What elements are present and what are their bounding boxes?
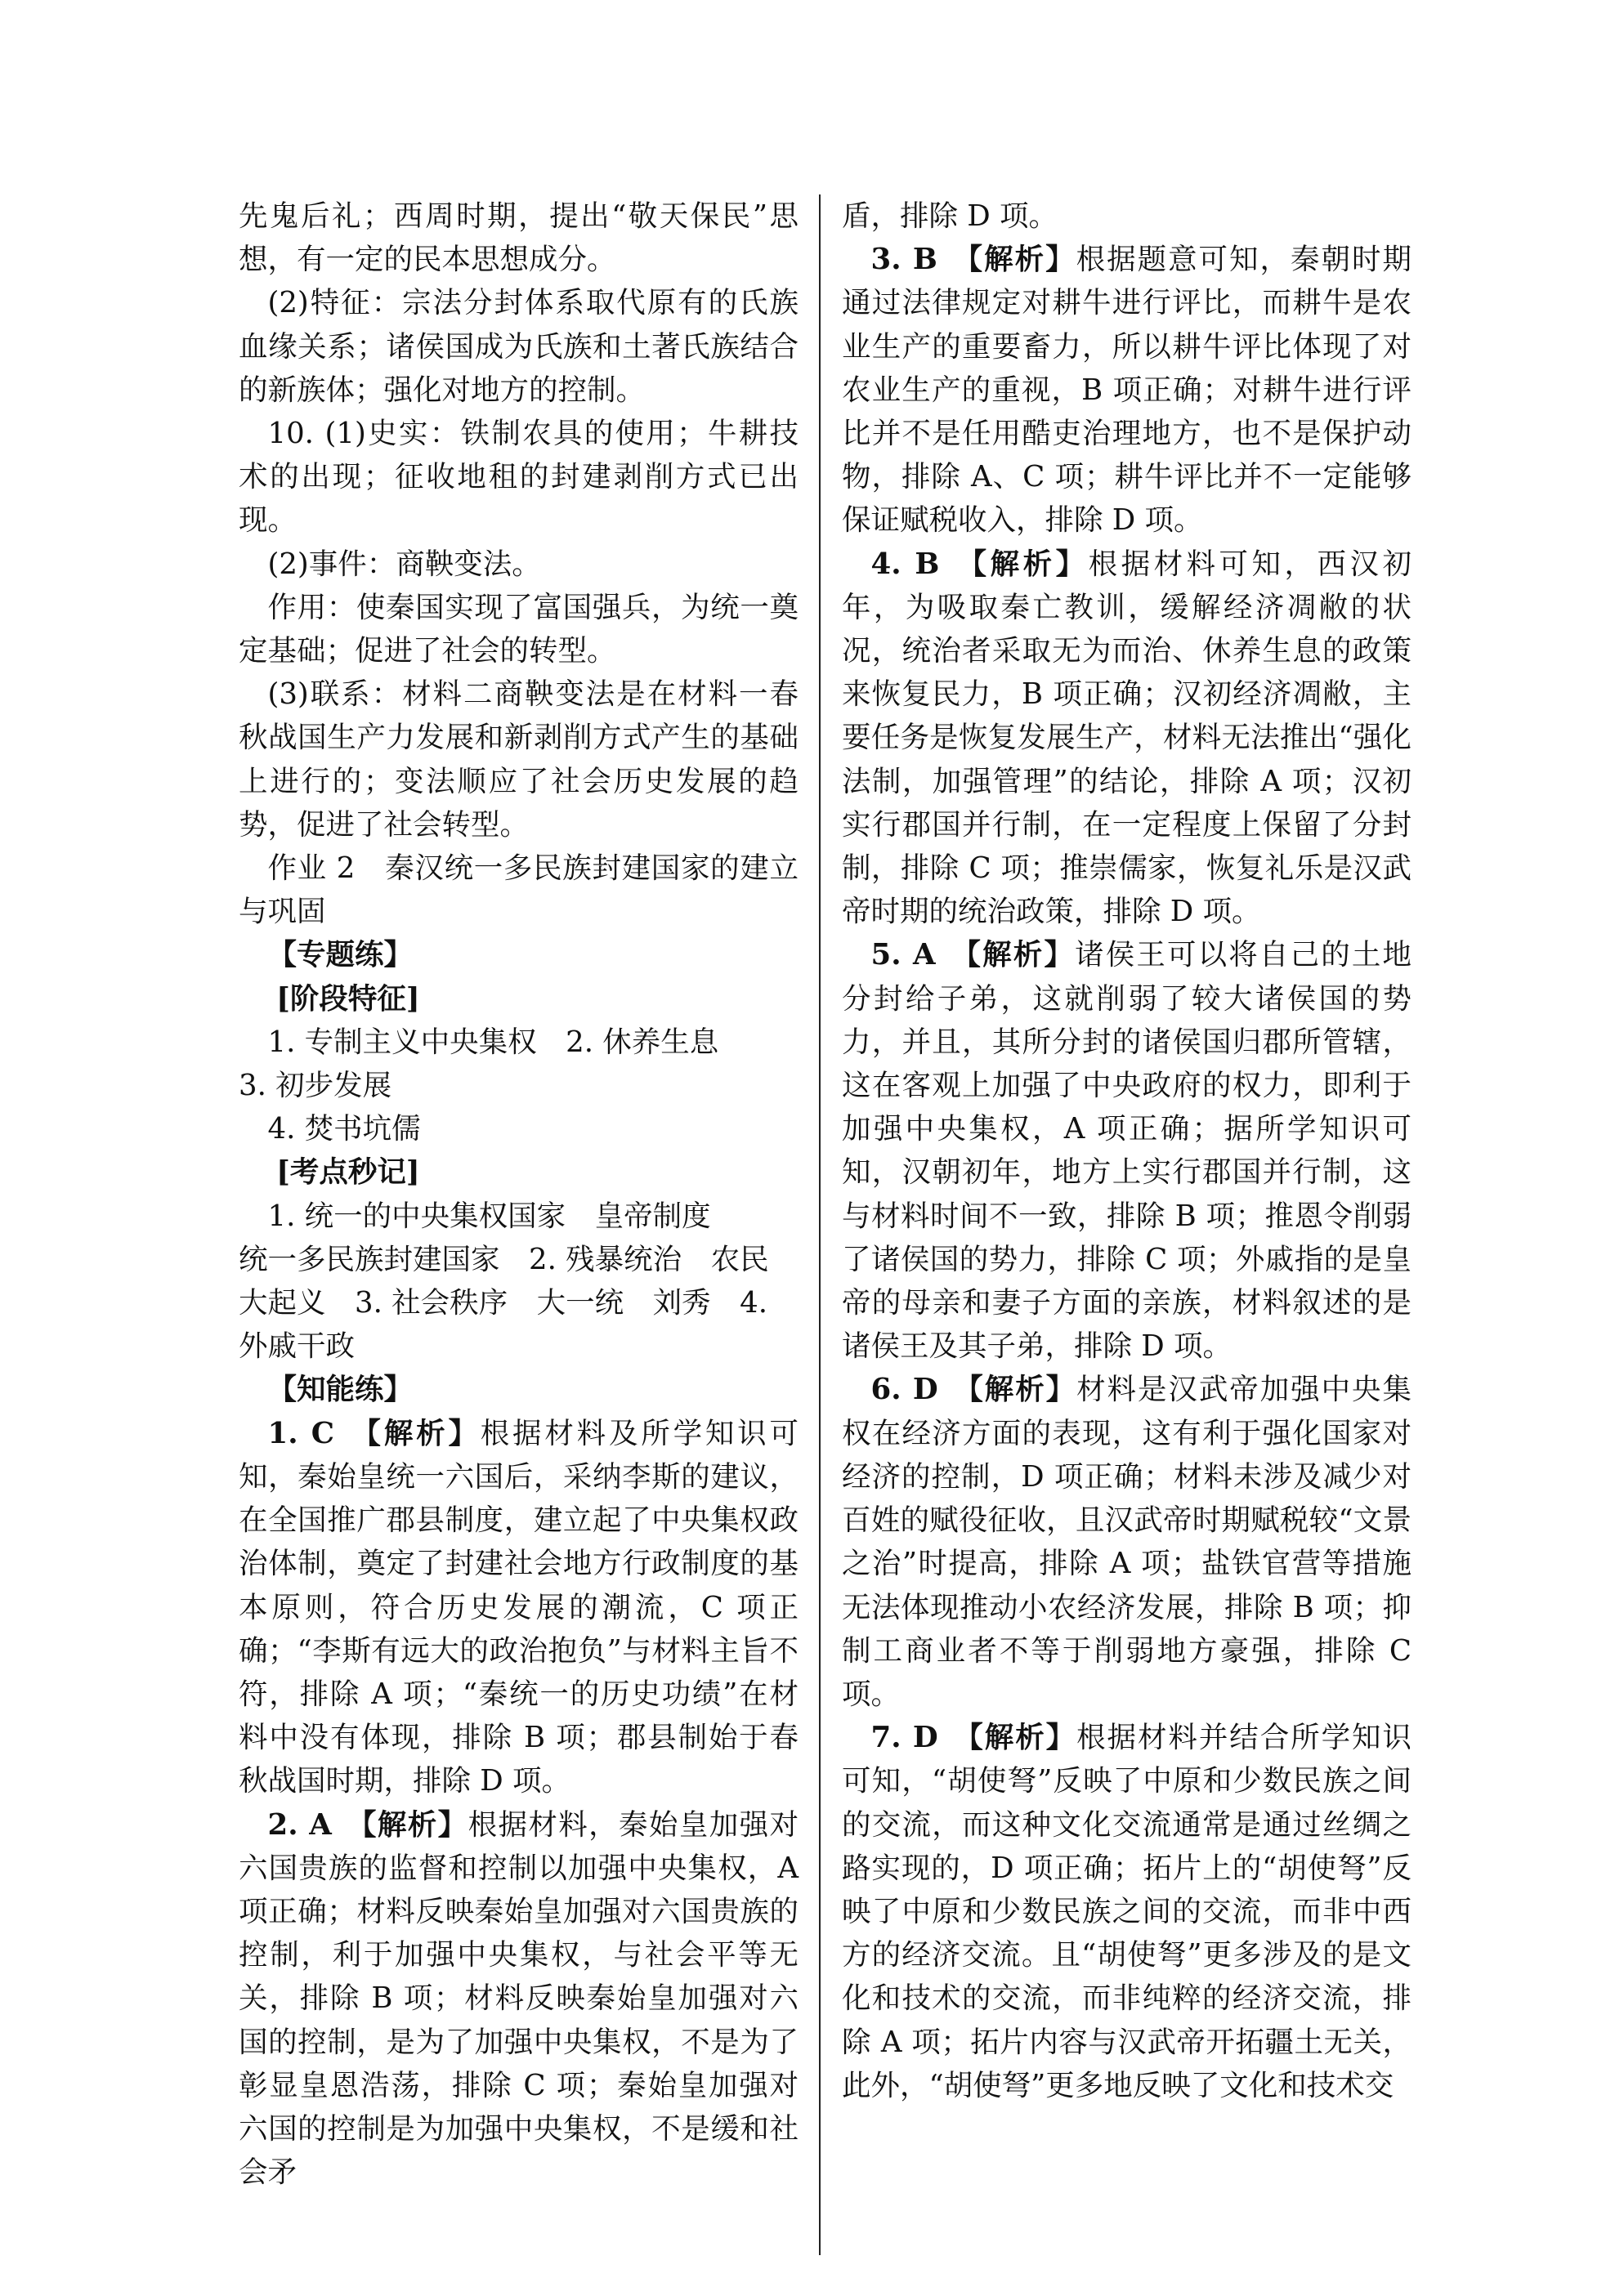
analysis-tag: 【解析】 — [954, 547, 1089, 581]
analysis-tag: 【解析】 — [950, 938, 1076, 972]
subsection-heading: [考点秒记] — [276, 1155, 420, 1190]
question-answer — [842, 933, 1411, 1368]
analysis-text: 材料是汉武帝加强中央集权在经济方面的表现，这有利于强化国家对经济的控制，D 项正确；材料未涉及减少对百姓的赋役征收，且汉武帝时期赋税较“文景之治”时提高，排除 A 项；盐铁官营等措施无法体现推动小农经济发展，排除 B 项；抑制工商业者不等于削弱地方豪强，排除 C 项。 — [842, 1373, 1411, 1711]
answer-line: 统一多民族封建国家 2. 残暴统治 农民 — [239, 1242, 769, 1276]
analysis-text: 根据材料并结合所学知识可知，“胡使弩”反映了中原和少数民族之间的交流，而这种文化交流通常是通过丝绸之路实现的，D 项正确；拓片上的“胡使弩”反映了中原和少数民族之间的交流，而非中西方的经济交流。且“胡使弩”更多涉及的是文化和技术的交流，而非纯粹的经济交流，排除 A 项；拓片内容与汉武帝开拓疆土无关，此外，“胡使弩”更多地反映了文化和技术交 — [842, 1721, 1411, 2102]
analysis-text: 根据材料，秦始皇加强对六国贵族的监督和控制以加强中央集权，A 项正确；材料反映秦始皇加强对六国贵族的控制，利于加强中央集权，与社会平等无关，排除 B 项；材料反映秦始皇加强对六国的控制，是为了加强中央集权，不是为了彰显皇恩浩荡，排除 C 项；秦始皇加强对六国的控制是为加强中央集权，不是缓和社会矛 — [239, 1807, 799, 2190]
analysis-text: 根据材料及所学知识可知，秦始皇统一六国后，采纳李斯的建议，在全国推广郡县制度，建立起了中央集权政治体制，奠定了封建社会地方行政制度的基本原则，符合历史发展的潮流，C 项正确；“李斯有远大的政治抱负”与材料主旨不符，排除 A 项；“秦统一的历史功绩”在材料中没有体现，排除 B 项；郡县制始于春秋战国时期，排除 D 项。 — [239, 1416, 799, 1798]
answer-key: 2. A — [267, 1807, 332, 1842]
question-answer — [842, 1716, 1411, 2107]
paragraph: (2)特征：宗法分封体系取代原有的氏族血缘关系；诸侯国成为氏族和土著氏族结合的新族体；强化对地方的控制。 — [239, 286, 799, 407]
paragraph: 先鬼后礼；西周时期，提出“敬天保民”思想，有一定的民本思想成分。 — [239, 199, 799, 277]
answer-key: 4. B — [870, 547, 940, 581]
paragraph: 盾，排除 D 项。 — [842, 199, 1058, 233]
analysis-tag: 【解析】 — [951, 243, 1076, 277]
analysis-text: 根据材料可知，西汉初年，为吸取秦亡教训，缓解经济凋敝的状况，统治者采取无为而治、休养生息的政策来恢复民力，B 项正确；汉初经济凋敝，主要任务是恢复发展生产，材料无法推出“强化法制，加强管理”的结论，排除 A 项；汉初实行郡国并行制，在一定程度上保留了分封制，排除 C 项；推崇儒家，恢复礼乐是汉武帝时期的统治政策，排除 D 项。 — [842, 547, 1411, 929]
question-answer — [239, 1803, 799, 2195]
answer-key: 1. C — [267, 1416, 334, 1450]
answer-line: 1. 专制主义中央集权 2. 休养生息 — [267, 1025, 719, 1059]
answer-key: 3. B — [870, 243, 937, 277]
left-column — [239, 194, 799, 2194]
answer-line: 3. 初步发展 — [239, 1069, 392, 1103]
subsection-heading: [阶段特征] — [276, 981, 420, 1016]
analysis-text: 诸侯王可以将自己的土地分封给子弟，这就削弱了较大诸侯国的势力，并且，其所分封的诸侯国归郡所管辖，这在客观上加强了中央政府的权力，即利于加强中央集权，A 项正确；据所学知识可知，汉朝初年，地方上实行郡国并行制，这与材料时间不一致，排除 B 项；推恩令削弱了诸侯国的势力，排除 C 项；外戚指的是皇帝的母亲和妻子方面的亲族，材料叙述的是诸侯王及其子弟，排除 D 项。 — [842, 938, 1411, 1364]
answer-key: 7. D — [870, 1721, 938, 1755]
analysis-tag: 【解析】 — [346, 1807, 468, 1842]
section-heading: 【知能练】 — [267, 1373, 414, 1407]
question-answer — [239, 1412, 799, 1803]
column-divider — [819, 194, 821, 2255]
paragraph: 10. (1)史实：铁制农具的使用；牛耕技术的出现；征收地租的封建剥削方式已出现。 — [239, 417, 799, 538]
question-answer — [842, 238, 1411, 542]
analysis-tag: 【解析】 — [348, 1416, 481, 1450]
question-answer — [842, 543, 1411, 934]
question-answer — [842, 1368, 1411, 1716]
analysis-tag: 【解析】 — [952, 1721, 1077, 1755]
answer-key: 6. D — [870, 1373, 938, 1407]
section-heading: 【专题练】 — [267, 938, 414, 972]
paragraph: 作用：使秦国实现了富国强兵，为统一奠定基础；促进了社会的转型。 — [239, 590, 799, 668]
analysis-text: 根据题意可知，秦朝时期通过法律规定对耕牛进行评比，而耕牛是农业生产的重要畜力，所以耕牛评比体现了对农业生产的重视，B 项正确；对耕牛进行评比并不是任用酷吏治理地方，也不是保护动物，排除 A、C 项；耕牛评比并不一定能够保证赋税收入，排除 D 项。 — [842, 243, 1411, 538]
answer-key: 5. A — [870, 938, 936, 972]
answer-line: 4. 焚书坑儒 — [267, 1112, 421, 1146]
paragraph: (2)事件：商鞅变法。 — [267, 547, 541, 581]
paragraph: (3)联系：材料二商鞅变法是在材料一春秋战国生产力发展和新剥削方式产生的基础上进行的；变法顺应了社会历史发展的趋势，促进了社会转型。 — [239, 677, 799, 842]
answer-line: 大起义 3. 社会秩序 大一统 刘秀 4. — [239, 1286, 768, 1320]
assignment-title: 作业 2 秦汉统一多民族封建国家的建立与巩固 — [239, 851, 799, 929]
right-column — [842, 194, 1411, 2107]
analysis-tag: 【解析】 — [952, 1373, 1077, 1407]
answer-line: 外戚干政 — [239, 1329, 356, 1364]
answer-line: 1. 统一的中央集权国家 皇帝制度 — [267, 1199, 711, 1233]
